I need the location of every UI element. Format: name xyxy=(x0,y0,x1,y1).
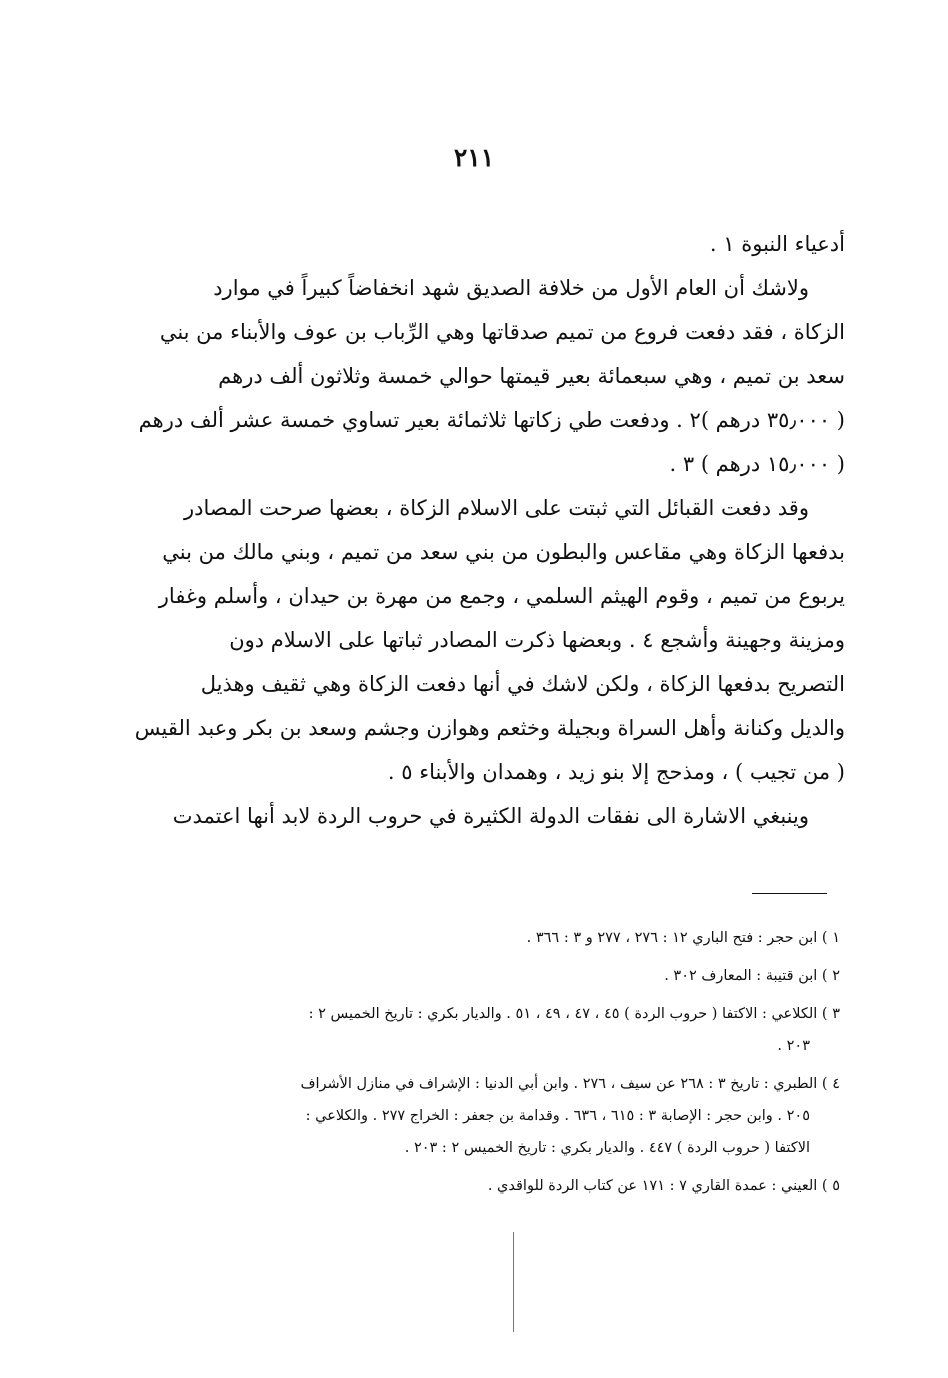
text-line: يربوع من تميم ، وقوم الهيثم السلمي ، وجمع من مهرة بن حيدان ، وأسلم وغفار xyxy=(158,584,845,608)
footnote-2 xyxy=(140,960,840,992)
footnotes xyxy=(140,922,840,1202)
text-line: الزكاة ، فقد دفعت فروع من تميم صدقاتها وهي الرِّباب بن عوف والأبناء من بني xyxy=(159,320,845,344)
text-line: التصريح بدفعها الزكاة ، ولكن لاشك في أنها دفعت الزكاة وهي ثقيف وهذيل xyxy=(200,672,845,696)
scan-gutter-line xyxy=(513,1232,514,1332)
text-line: ( ١٥٫٠٠٠ درهم ) ٣ . xyxy=(669,452,845,476)
text-line: وينبغي الاشارة الى نفقات الدولة الكثيرة في حروب الردة لابد أنها اعتمدت xyxy=(172,804,809,828)
footnote-4 xyxy=(140,1068,840,1164)
page-number: ٢١١ xyxy=(453,143,495,172)
body-text xyxy=(105,222,845,838)
text-line: والديل وكنانة وأهل السراة وبجيلة وخثعم وهوازن وجشم وسعد بن بكر وعبد القيس xyxy=(134,716,845,740)
text-line: ولاشك أن العام الأول من خلافة الصديق شهد انخفاضاً كبيراً في موارد xyxy=(213,276,809,300)
footnote-line: ٣ ) الكلاعي : الاكتفا ( حروب الردة ) ٤٥ ، ٤٧ ، ٤٩ ، ٥١ . والديار بكري : تاريخ الخميس ٢ : xyxy=(308,1006,840,1022)
footnote-line: ٢٠٥ . وابن حجر : الإصابة ٣ : ٦١٥ ، ٦٣٦ . وقدامة بن جعفر : الخراج ٢٧٧ . والكلاعي : xyxy=(305,1108,810,1124)
footnote-line: ٢ ) ابن قتيبة : المعارف ٣٠٢ . xyxy=(664,968,840,984)
footnote-3 xyxy=(140,998,840,1062)
text-line: ( من تجيب ) ، ومذحج إلا بنو زيد ، وهمدان والأبناء ٥ . xyxy=(387,760,845,784)
footnote-line: الاكتفا ( حروب الردة ) ٤٤٧ . والديار بكري : تاريخ الخميس ٢ : ٢٠٣ . xyxy=(404,1140,810,1156)
footnote-line: ٥ ) العيني : عمدة القاري ٧ : ١٧١ عن كتاب الردة للواقدي . xyxy=(487,1178,840,1194)
text-line: ومزينة وجهينة وأشجع ٤ . وبعضها ذكرت المصادر ثباتها على الاسلام دون xyxy=(229,628,845,652)
text-line: ( ٣٥٫٠٠٠ درهم )٢ . ودفعت طي زكاتها ثلاثمائة بعير تساوي خمسة عشر ألف درهم xyxy=(138,408,845,432)
text-line: بدفعها الزكاة وهي مقاعس والبطون من بني سعد من تميم ، وبني مالك من بني xyxy=(162,540,845,564)
footnote-line: ٢٠٣ . xyxy=(777,1038,810,1054)
footnote-1 xyxy=(140,922,840,954)
text-line: وقد دفعت القبائل التي ثبتت على الاسلام الزكاة ، بعضها صرحت المصادر xyxy=(183,496,809,520)
text-line: أدعياء النبوة ١ . xyxy=(709,232,845,256)
footnote-divider xyxy=(752,893,827,894)
footnote-5 xyxy=(140,1170,840,1202)
footnote-line: ٤ ) الطبري : تاريخ ٣ : ٢٦٨ عن سيف ، ٢٧٦ . وابن أبي الدنيا : الإشراف في منازل الأشراف xyxy=(300,1076,840,1092)
text-line: سعد بن تميم ، وهي سبعمائة بعير قيمتها حوالي خمسة وثلاثون ألف درهم xyxy=(218,364,845,388)
footnote-line: ١ ) ابن حجر : فتح الباري ١٢ : ٢٧٦ ، ٢٧٧ و ٣ : ٣٦٦ . xyxy=(526,930,840,946)
